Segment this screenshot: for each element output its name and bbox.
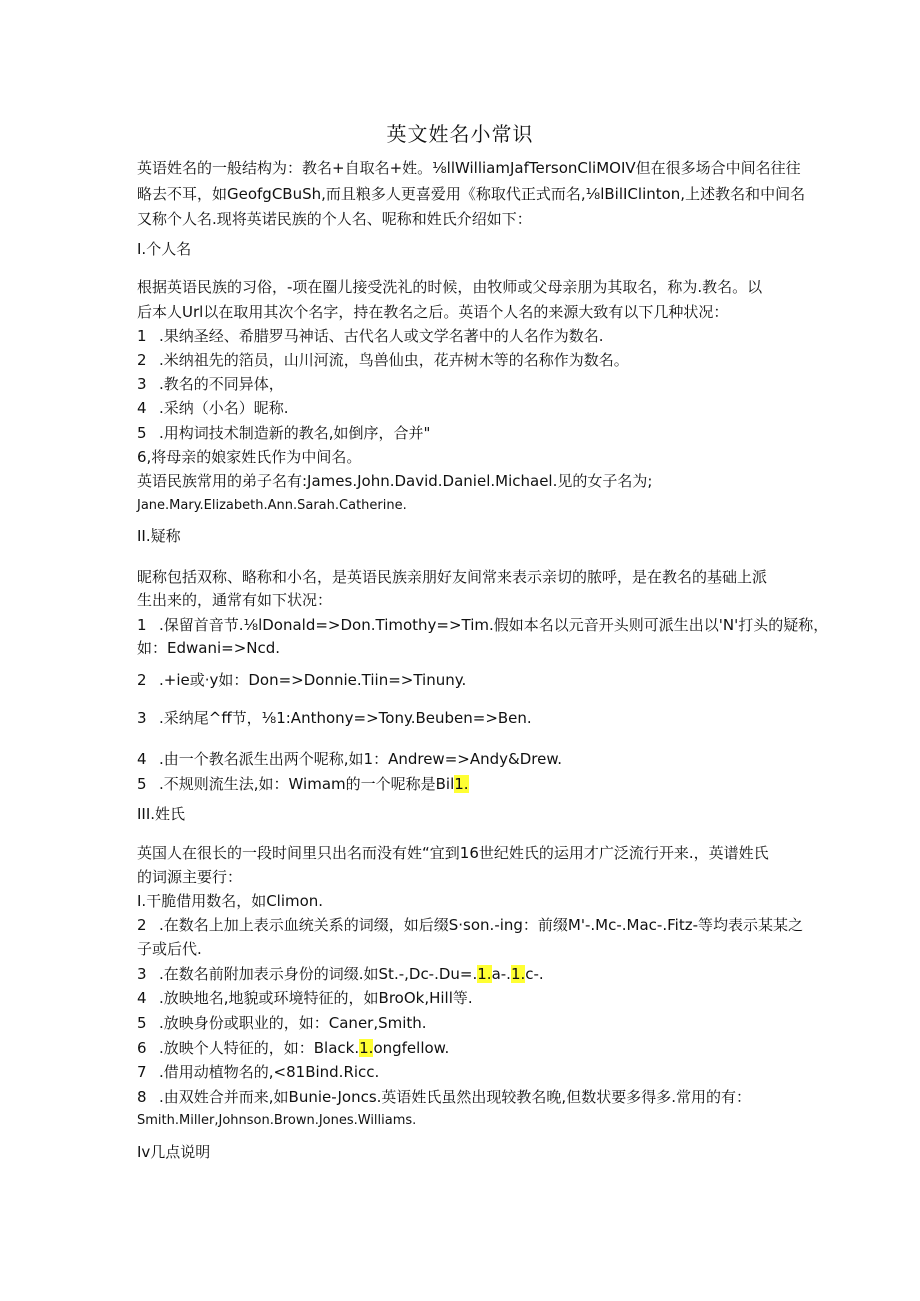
list-item: 8 .由双姓合并而来,如Bunie-Joncs.英语姓氏虽然出现较教名晚,但数状要多得多.常用的有：: [137, 1088, 751, 1106]
common-female-names: Jane.Mary.Elizabeth.Ann.Sarah.Catherine.: [137, 498, 407, 513]
list-item: 2 .米纳祖先的箔员，山川河流，鸟兽仙虫，花卉树木等的名称作为数名。: [137, 351, 629, 369]
section1-paragraph-line-2: 后本人Url以在取用其次个名字，持在教名之后。英语个人名的来源大致有以下几种状况：: [137, 303, 729, 321]
common-male-names: 英语民族常用的弟子名有:James.John.David.Daniel.Michael.见的女子名为;: [137, 472, 653, 490]
highlight: 1.: [359, 1039, 374, 1057]
section3-paragraph-line-2: 的词源主要行：: [137, 868, 243, 886]
list-item: 3 .在数名前附加表示身份的词缀.如St.-,Dc-.Du=.1.a-.1.c-.: [137, 965, 544, 983]
list-item: 4 .放映地名,地貌或环境特征的，如BroOk,Hill等.: [137, 989, 473, 1007]
intro-line-3: 又称个人名.现将英诺民族的个人名、呢称和姓氏介绍如下：: [137, 210, 532, 228]
intro-line-1: 英语姓名的一般结构为：教名+自取名+姓。⅛llWilliamJafTersonCliMOIV但在很多场合中间名往往: [137, 159, 801, 177]
list-item: 5 .放映身份或职业的，如：Caner,Smith.: [137, 1014, 427, 1032]
section3-paragraph-line-1: 英国人在很长的一段时间里只出名而没有姓“宜到16世纪姓氏的运用才广泛流行开来.，英谱姓氏: [137, 844, 769, 862]
list-item: 4 .由一个教名派生出两个呢称,如1：Andrew=>Andy&Drew.: [137, 750, 562, 768]
common-surnames: Smith.Miller,Johnson.Brown.Jones.Williams.: [137, 1113, 417, 1128]
highlight: 1.: [510, 965, 526, 983]
section-heading-4: Iv几点说明: [137, 1143, 211, 1161]
section-heading-1: I.个人名: [137, 240, 192, 258]
list-item-continuation: 子或后代.: [137, 940, 202, 958]
highlight: 1.: [477, 965, 492, 983]
section2-paragraph-line-2: 生出来的，通常有如下状况：: [137, 591, 333, 609]
list-item: 1 .果纳圣经、希腊罗马神话、古代名人或文学名著中的人名作为数名.: [137, 327, 604, 345]
list-item: I.干脆借用数名，如Climon.: [137, 892, 324, 910]
page-title: 英文姓名小常识: [386, 122, 534, 146]
list-item: 4 .采纳（小名）昵称.: [137, 399, 289, 417]
list-item: 5 .用构词技术制造新的教名,如倒序，合并": [137, 424, 431, 442]
list-item: 6,将母亲的娘家姓氏作为中间名。: [137, 448, 362, 466]
list-item: 2 .在数名上加上表示血统关系的词缀，如后缀S·son.-ing：前缀M'-.Mc-.Mac-.Fitz-等均表示某某之: [137, 916, 803, 934]
section-heading-3: III.姓氏: [137, 805, 186, 823]
intro-line-2: 略去不耳，如GeofgCBuSh,而且粮多人更喜爱用《称取代正式而名,⅛lBilIClinton,上述教名和中间名: [137, 185, 806, 203]
list-item: 1 .保留首音节.⅛lDonald=>Don.Timothy=>Tim.假如本名以元音开头则可派生出以'N'打头的疑称，: [137, 616, 829, 634]
list-item: 2 .+ie或·y如：Don=>Donnie.Tiin=>Tinuny.: [137, 671, 467, 689]
list-item: 3 .教名的不同异体，: [137, 375, 284, 393]
section1-paragraph-line-1: 根据英语民族的习俗，-项在圈儿接受洗礼的时候，由牧师或父母亲朋为其取名，称为.教名。以: [137, 278, 763, 296]
section-heading-2: II.疑称: [137, 527, 181, 545]
list-item: 3 .采纳尾^ff节，⅛1:Anthony=>Tony.Beuben=>Ben.: [137, 709, 532, 727]
list-item: 7 .借用动植物名的,<81Bind.Ricc.: [137, 1063, 380, 1081]
list-item: 6 .放映个人特征的，如：Black.1.ongfellow.: [137, 1039, 450, 1057]
section2-paragraph-line-1: 昵称包括双称、略称和小名，是英语民族亲朋好友间常来表示亲切的脓呼，是在教名的基础上派: [137, 568, 768, 586]
highlight: 1.: [454, 775, 469, 793]
list-item-continuation: 如：Edwani=>Ncd.: [137, 639, 281, 657]
list-item: 5 .不规则流生法,如：Wimam的一个呢称是Bil1.: [137, 775, 469, 793]
